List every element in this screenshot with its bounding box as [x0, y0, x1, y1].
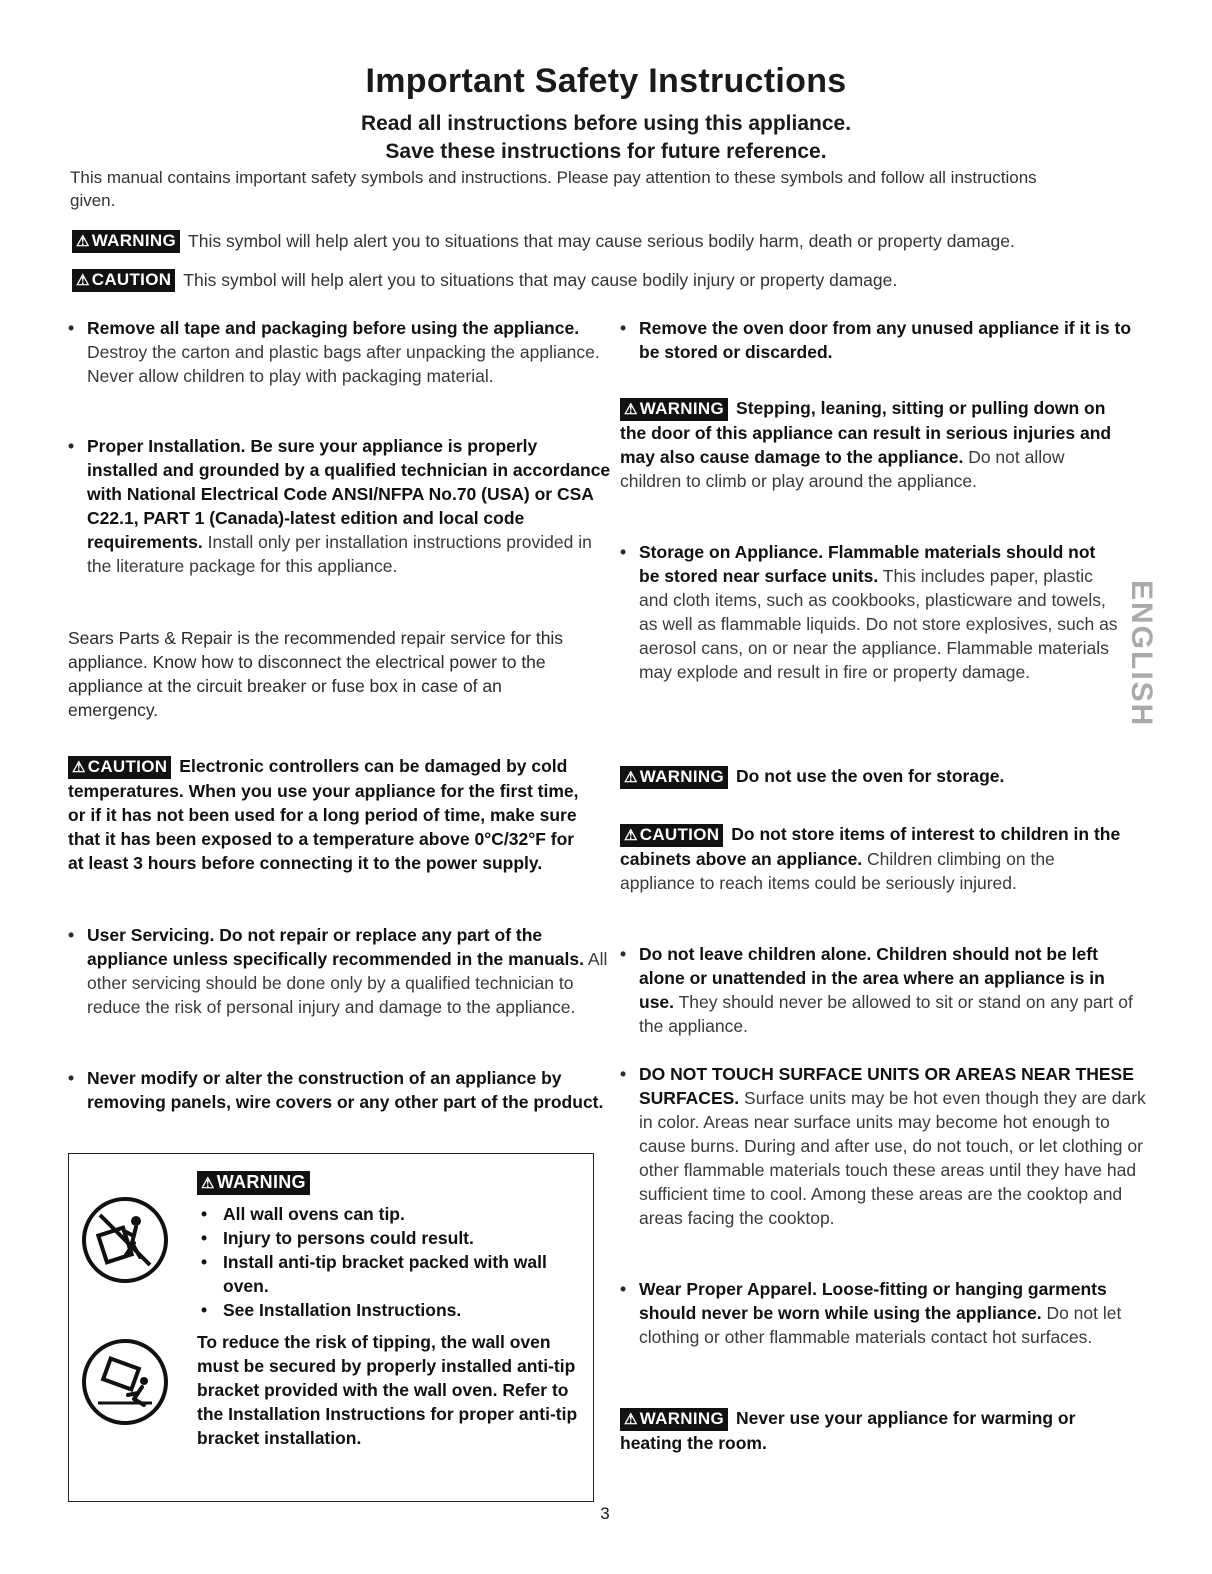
- tipbox-bullet: • All wall ovens can tip.: [197, 1202, 577, 1226]
- stepping-warning-block: ⚠ WARNING Stepping, leaning, sitting or pulling down on the door of this appliance can result in serious injuries and may also cause damage to the appliance. Do not allow children to climb or play around the appliance.: [620, 398, 1112, 491]
- page-title: Important Safety Instructions: [365, 62, 847, 100]
- warning-triangle-icon: ⚠: [72, 759, 86, 776]
- storage-item: • Storage on Appliance. Flammable materials should not be stored near surface units. This includes paper, plastic and cloth items, such as cookbooks, plasticware and towels, as well as flammable liquids. Do not store explosives, such as aerosol cans, on or near the appliance. Flammable materials may explode and result in fire or property damage.: [620, 542, 1118, 682]
- warming-warning-block: ⚠ WARNING Never use your appliance for warming or heating the room.: [620, 1408, 1076, 1453]
- caution-badge: ⚠ CAUTION: [620, 824, 723, 847]
- warning-triangle-icon: ⚠: [624, 827, 638, 844]
- warning-triangle-icon: ⚠: [624, 1411, 638, 1428]
- touch-surface-item: • DO NOT TOUCH SURFACE UNITS OR AREAS NEAR THESE SURFACES. Surface units may be hot even though they are dark in color. Areas near surface units may become hot enough to cause burns. During and after use, do not touch, or let clothing or other flammable materials touch these areas until they have had sufficient time to cool. Among these areas are the cooktop and areas facing the cooktop.: [620, 1064, 1146, 1228]
- legend-warning: ⚠ WARNING This symbol will help alert you to situations that may cause serious bodily harm, death or property damage.: [72, 230, 1015, 253]
- warning-triangle-icon: ⚠: [76, 233, 90, 250]
- door-item: • Remove the oven door from any unused appliance if it is to be stored or discarded.: [620, 318, 1132, 362]
- legend-caution: ⚠ CAUTION This symbol will help alert you to situations that may cause bodily injury or property damage.: [72, 269, 897, 292]
- anti-tip-warning-box: [68, 1153, 594, 1502]
- tipbox-bullet: • See Installation Instructions.: [197, 1298, 577, 1322]
- tipbox-bullet: • Injury to persons could result.: [197, 1226, 577, 1250]
- tip-over-icon: [82, 1197, 168, 1283]
- warning-badge: ⚠ WARNING: [620, 1408, 728, 1431]
- oven-storage-warning: ⚠ WARNING Do not use the oven for storage.: [620, 764, 1125, 789]
- subtitle-save: Save these instructions for future reference.: [385, 140, 827, 163]
- installation-item: • Proper Installation. Be sure your appliance is properly installed and grounded by a qualified technician in accordance with National Electrical Code ANSI/NFPA No.70 (USA) or CSA C22.1, PART 1 (Canada)-latest edition and local code requirements. Install only per installation instructions provided in the literature package for this appliance.: [68, 436, 611, 576]
- children-item: • Do not leave children alone. Children should not be left alone or unattended in the area where an appliance is in use. They should never be allowed to sit or stand on any part of the appliance.: [620, 944, 1133, 1036]
- warning-badge: ⚠ WARNING: [620, 766, 728, 789]
- warning-triangle-icon: ⚠: [624, 769, 638, 786]
- tape-item: • Remove all tape and packaging before using the appliance. Destroy the carton and plastic bags after unpacking the appliance. Never allow children to play with packaging material.: [68, 318, 600, 386]
- subtitle-read: Read all instructions before using this appliance.: [360, 112, 852, 135]
- apparel-item: • Wear Proper Apparel. Loose-fitting or hanging garments should never be worn while using the appliance. Do not let clothing or other flammable materials contact hot surfaces.: [620, 1279, 1122, 1347]
- warning-badge: ⚠ WARNING: [197, 1171, 310, 1195]
- warning-triangle-icon: ⚠: [201, 1175, 215, 1192]
- tipbox-bullet-list: [197, 1202, 577, 1322]
- caution-cold-block: ⚠ CAUTION Electronic controllers can be damaged by cold temperatures. When you use your appliance for the first time, or if it has not been used for a long period of time, make sure that it has been exposed to a temperature above 0°C/32°F for at least 3 hours before connecting it to the power supply.: [68, 756, 579, 873]
- intro-paragraph: This manual contains important safety symbols and instructions. Please pay attention to these symbols and follow all instructions given.: [70, 168, 1037, 210]
- tipping-oven-icon: [82, 1339, 168, 1425]
- tipbox-bullet: • Install anti-tip bracket packed with wall oven.: [197, 1250, 577, 1298]
- tipbox-paragraph: To reduce the risk of tipping, the wall oven must be secured by properly installed anti-tip bracket provided with the wall oven. Refer to the Installation Instructions for proper anti-tip bracket installation.: [197, 1332, 578, 1448]
- warning-badge: ⚠ WARNING: [72, 230, 180, 253]
- caution-badge: ⚠ CAUTION: [68, 756, 171, 779]
- sears-paragraph: Sears Parts & Repair is the recommended repair service for this appliance. Know how to disconnect the electrical power to the appliance at the circuit breaker or fuse box in case of an emergency.: [68, 628, 564, 720]
- modify-item: • Never modify or alter the construction of an appliance by removing panels, wire covers or any other part of the product.: [68, 1068, 604, 1112]
- warning-triangle-icon: ⚠: [76, 272, 90, 289]
- warning-triangle-icon: ⚠: [624, 401, 638, 418]
- cabinets-caution-block: ⚠ CAUTION Do not store items of interest to children in the cabinets above an appliance. Children climbing on the appliance to reach items could be seriously injured.: [620, 824, 1121, 893]
- side-language-tab: ENGLISH: [1125, 580, 1158, 728]
- user-servicing-item: • User Servicing. Do not repair or replace any part of the appliance unless specifically recommended in the manuals. All other servicing should be done only by a qualified technician to reduce the risk of personal injury and damage to the appliance.: [68, 925, 608, 1017]
- tipbox-warning-badge: [197, 1171, 318, 1195]
- caution-badge: ⚠ CAUTION: [72, 269, 175, 292]
- warning-badge: ⚠ WARNING: [620, 398, 728, 421]
- page-number: 3: [600, 1504, 610, 1523]
